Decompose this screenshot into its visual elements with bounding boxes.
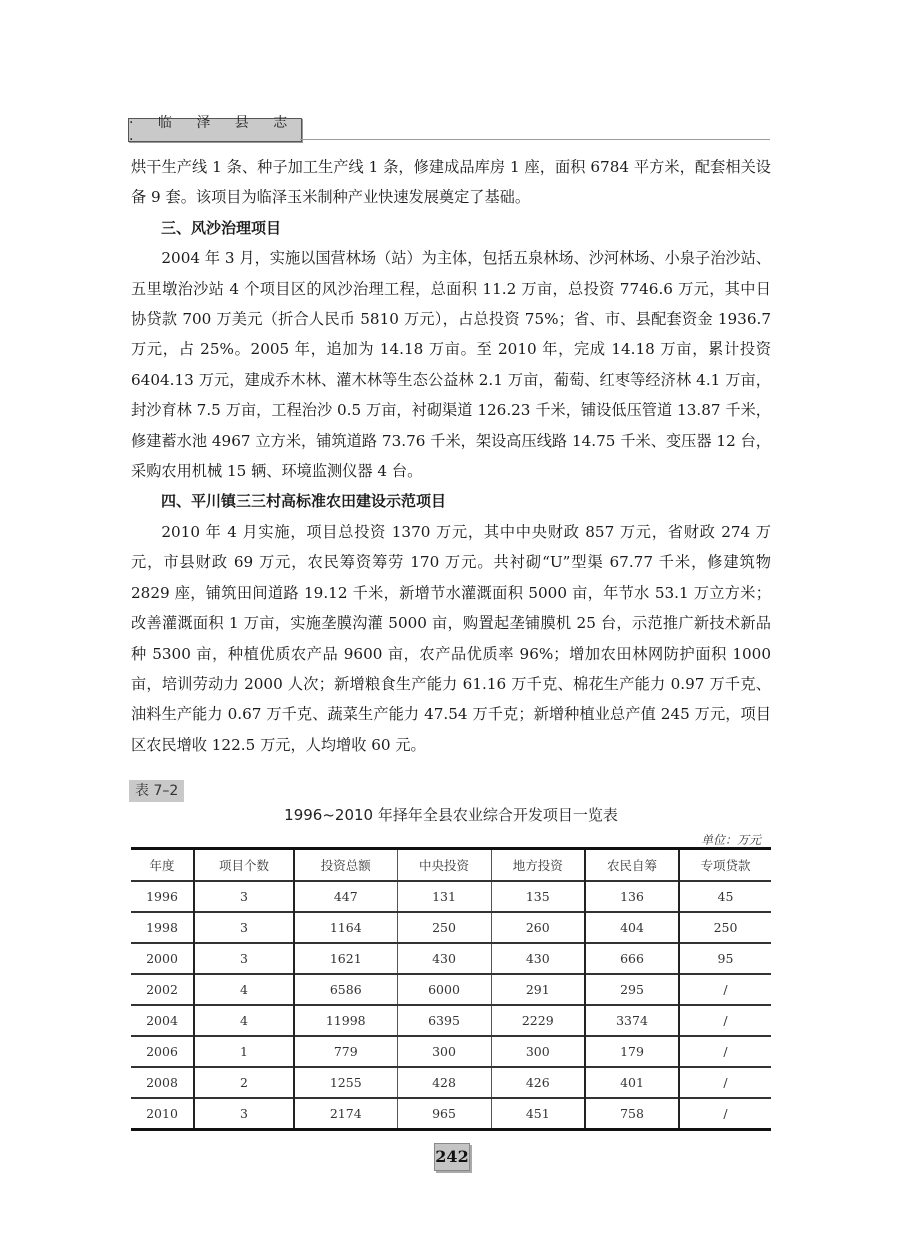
table-cell: 2229 [491,1005,585,1036]
table-cell: 2174 [294,1098,397,1130]
table-cell: / [679,1005,771,1036]
table-row [131,881,771,912]
table-cell: 1621 [294,943,397,974]
table-unit: 单位：万元 [700,833,761,847]
table-cell: 1996 [131,881,194,912]
table-cell: 6395 [397,1005,491,1036]
table-cell: / [679,1036,771,1067]
header-rule [300,139,770,140]
table-cell: 4 [194,1005,294,1036]
page-number: 242 [434,1143,470,1171]
table-cell: 1255 [294,1067,397,1098]
table-cell: 2004 [131,1005,194,1036]
table-row [131,1036,771,1067]
table-cell: 2002 [131,974,194,1005]
table-title: 1996~2010 年择年全县农业综合开发项目一览表 [284,806,618,824]
table-cell: / [679,1067,771,1098]
table-cell: 2006 [131,1036,194,1067]
data-table [131,847,771,1131]
table-cell: 291 [491,974,585,1005]
paragraph: 2010 年 4 月实施，项目总投资 1370 万元，其中中央财政 857 万元，省财政 274 万元，市县财政 69 万元，农民筹资筹劳 170 万元。共衬砌“U”型渠 67.77 千米，修建筑物 2829 座，铺筑田间道路 19.12 千米，新增节水灌溉面积 5000 亩，年节水 53.1 万立方米；改善灌溉面积 1 万亩，实施垄膜沟灌 5000 亩，购置起垄铺膜机 25 台，示范推广新技术新品种 5300 亩，种植优质农产品 9600 亩，农产品优质率 96%；增加农田林网防护面积 1000 亩，培训劳动力 2000 人次；新增粮食生产能力 61.16 万千克、棉花生产能力 0.97 万千克、油料生产能力 0.67 万千克、蔬菜生产能力 47.54 万千克；新增种植业总产值 245 万元，项目区农民增收 122.5 万元，人均增收 60 元。 [131,522,771,754]
column-header: 农民自筹 [585,849,679,882]
column-header: 年度 [131,849,194,882]
table-cell: 430 [397,943,491,974]
table-cell: 447 [294,881,397,912]
table-cell: 2008 [131,1067,194,1098]
table-cell: 3 [194,881,294,912]
table-cell: 2000 [131,943,194,974]
paragraph: 烘干生产线 1 条、种子加工生产线 1 条，修建成品库房 1 座，面积 6784 平方米，配套相关设备 9 套。该项目为临泽玉米制种产业快速发展奠定了基础。 [131,158,771,207]
table-label: 表 7–2 [129,780,184,802]
table-cell: 779 [294,1036,397,1067]
table-cell: 300 [397,1036,491,1067]
table-cell: 250 [397,912,491,943]
table-cell: 11998 [294,1005,397,1036]
column-header: 项目个数 [194,849,294,882]
table-cell: 4 [194,974,294,1005]
table-header-row [131,849,771,882]
column-header: 中央投资 [397,849,491,882]
table-cell: 666 [585,943,679,974]
section-heading-4: 四、平川镇三三村高标准农田建设示范项目 [161,492,447,511]
table-cell: 3 [194,943,294,974]
table-cell: 6000 [397,974,491,1005]
table-cell: 965 [397,1098,491,1130]
body-text [131,152,771,760]
table-cell: 1 [194,1036,294,1067]
column-header: 投资总额 [294,849,397,882]
table-row [131,974,771,1005]
table-cell: 136 [585,881,679,912]
table-row [131,1098,771,1130]
table-cell: 295 [585,974,679,1005]
table-cell: 179 [585,1036,679,1067]
table-cell: 1164 [294,912,397,943]
table-cell: 2 [194,1067,294,1098]
table-cell: 250 [679,912,771,943]
table-cell: 95 [679,943,771,974]
table-cell: 131 [397,881,491,912]
table-cell: 428 [397,1067,491,1098]
table-cell: 135 [491,881,585,912]
table-cell: 1998 [131,912,194,943]
column-header: 地方投资 [491,849,585,882]
running-head: · 临 泽 县 志 · [128,118,302,142]
table-cell: 758 [585,1098,679,1130]
table-row [131,1067,771,1098]
table-body [131,881,771,1130]
table-cell: 3 [194,1098,294,1130]
table-cell: 426 [491,1067,585,1098]
table-cell: 3 [194,912,294,943]
table-cell: 401 [585,1067,679,1098]
table-cell: 300 [491,1036,585,1067]
table-cell: / [679,974,771,1005]
section-heading-3: 三、风沙治理项目 [161,218,282,237]
table-cell: 2010 [131,1098,194,1130]
table-cell: / [679,1098,771,1130]
paragraph: 2004 年 3 月，实施以国营林场（站）为主体，包括五泉林场、沙河林场、小泉子治沙站、五里墩治沙站 4 个项目区的风沙治理工程，总面积 11.2 万亩，总投资 7746.6 万元，其中日协贷款 700 万美元（折合人民币 5810 万元），占总投资 75%；省、市、县配套资金 1936.7 万元，占 25%。2005 年，追加为 14.18 万亩。至 2010 年，完成 14.18 万亩，累计投资 6404.13 万元，建成乔木林、灌木林等生态公益林 2.1 万亩，葡萄、红枣等经济林 4.1 万亩，封沙育林 7.5 万亩，工程治沙 0.5 万亩，衬砌渠道 126.23 千米，铺设低压管道 13.87 千米，修建蓄水池 4967 立方米，铺筑道路 73.76 千米，架设高压线路 14.75 千米、变压器 12 台，采购农用机械 15 辆、环境监测仪器 4 台。 [131,249,771,481]
column-header: 专项贷款 [679,849,771,882]
table-row [131,912,771,943]
table-cell: 404 [585,912,679,943]
table-cell: 3374 [585,1005,679,1036]
table-cell: 45 [679,881,771,912]
table-row [131,943,771,974]
table-row [131,1005,771,1036]
table-cell: 430 [491,943,585,974]
table-cell: 260 [491,912,585,943]
table-cell: 451 [491,1098,585,1130]
table-cell: 6586 [294,974,397,1005]
